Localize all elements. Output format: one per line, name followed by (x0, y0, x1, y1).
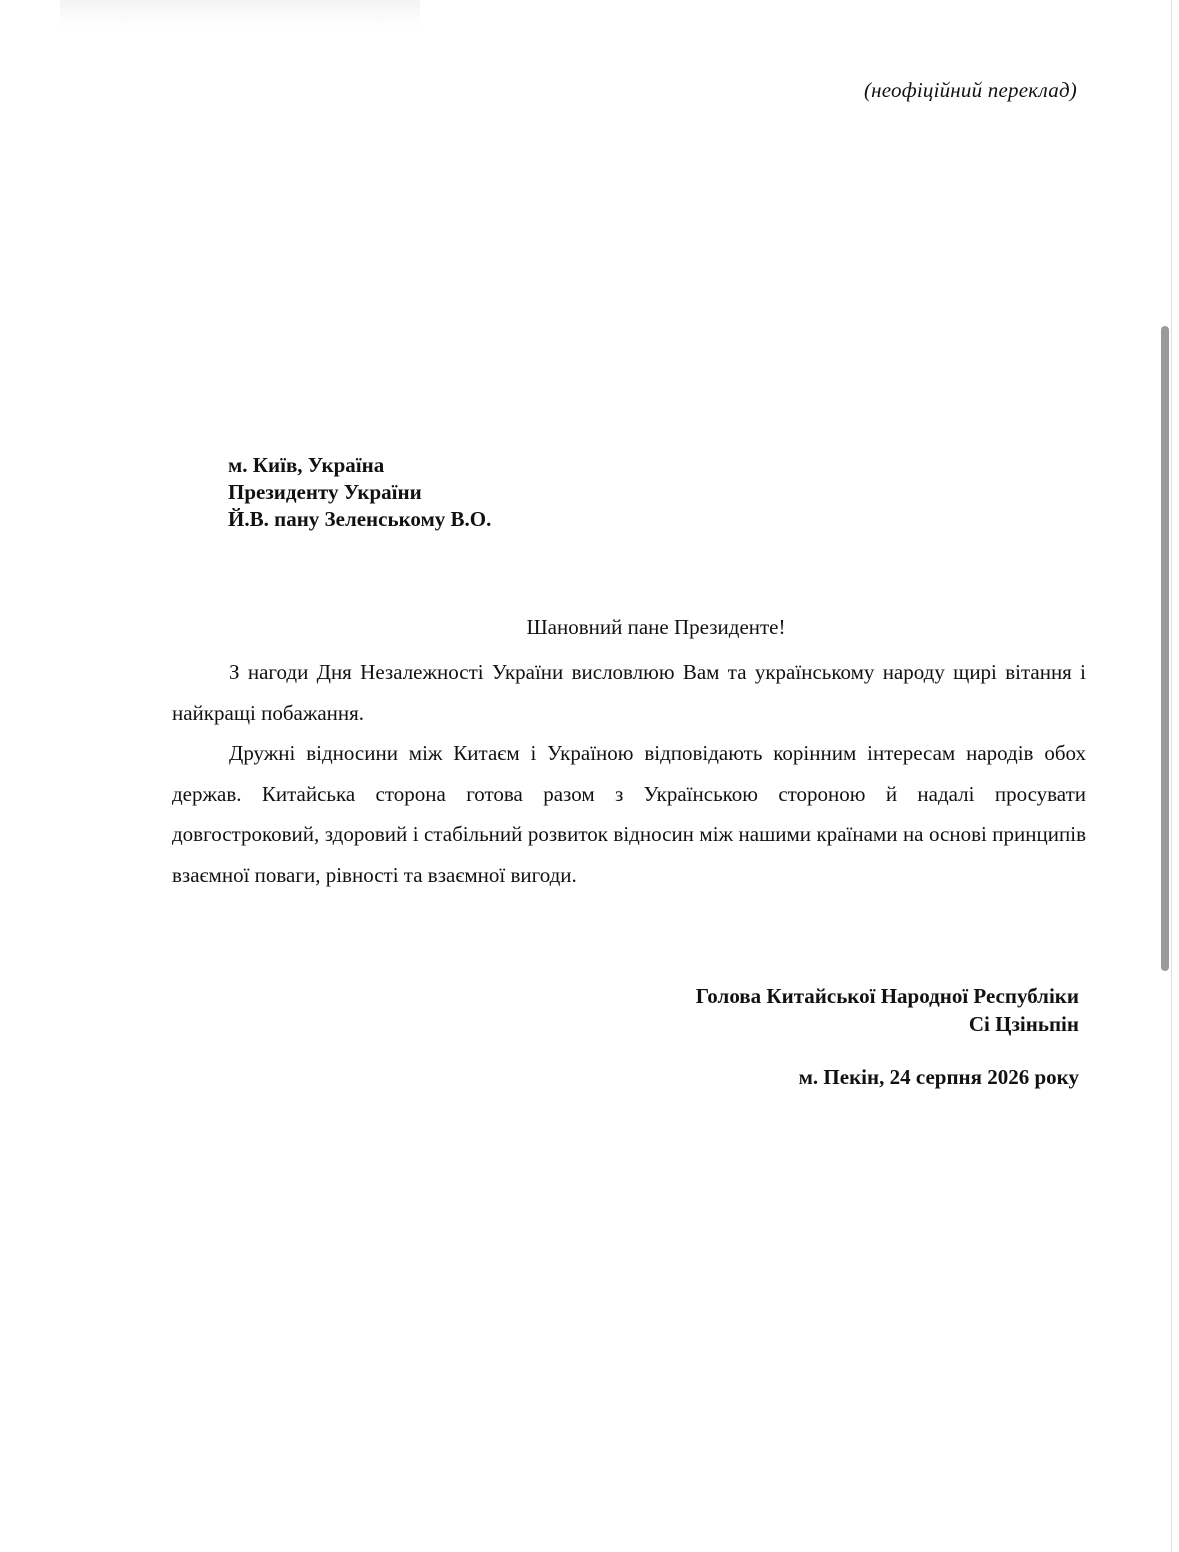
signature-title: Голова Китайської Народної Республіки (695, 984, 1079, 1008)
address-line-city: м. Київ, Україна (228, 453, 385, 477)
letter-body (172, 652, 1086, 895)
body-paragraph-congratulations: З нагоди Дня Незалежності України висловлюю Вам та українському народу щирі вітання і найкращі побажання. (172, 660, 1086, 725)
scan-smudge (60, 0, 420, 28)
body-paragraph-relations: Дружні відносини між Китаєм і Україною відповідають корінним інтересам народів обох держав. Китайська сторона готова разом з Українською стороною й надалі просувати довгостроковий, здоровий і стабільний розвиток відносин між нашими країнами на основі принципів взаємної поваги, рівності та взаємної вигоди. (172, 741, 1086, 887)
scrollbar-thumb[interactable] (1161, 326, 1169, 971)
address-line-recipient-title: Президенту України (228, 480, 422, 504)
translation-note: (неофіційний переклад) (863, 78, 1077, 102)
place-and-date: м. Пекін, 24 серпня 2026 року (798, 1065, 1079, 1089)
salutation: Шановний пане Президенте! (526, 615, 786, 639)
address-line-recipient-name: Й.В. пану Зеленському В.О. (228, 507, 492, 531)
signature-block (696, 982, 1079, 1038)
signature-name: Сі Цзіньпін (968, 1012, 1079, 1036)
address-block (228, 452, 491, 533)
scrollbar-track[interactable] (1172, 0, 1179, 1552)
